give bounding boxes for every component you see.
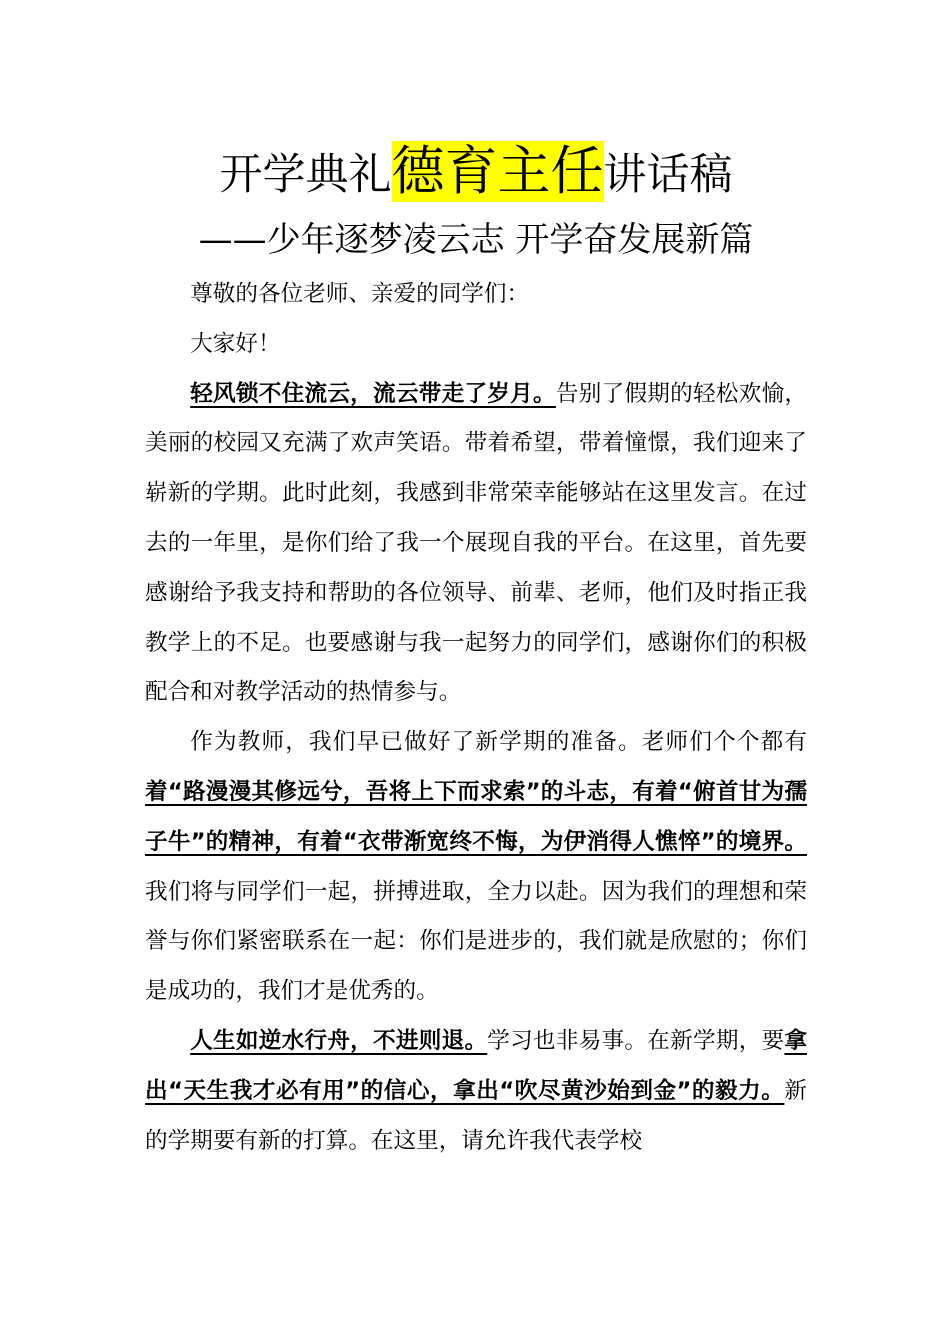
greeting-line: 尊敬的各位老师、亲爱的同学们： bbox=[190, 281, 530, 307]
document-page bbox=[145, 130, 807, 1166]
title-suffix: 讲话稿 bbox=[603, 150, 733, 200]
hello-line: 大家好！ bbox=[190, 330, 281, 357]
paragraph-3-bold-2: 拿出“天生我才必有用”的信心，拿出“吹尽黄沙始到金”的毅力。 bbox=[145, 1027, 807, 1104]
title-prefix: 开学典礼 bbox=[219, 150, 392, 200]
paragraph-3-bold-1: 人生如逆水行舟，不进则退。 bbox=[190, 1027, 488, 1054]
paragraph-1-text: 告别了假期的轻松欢愉，美丽的校园又充满了欢声笑语。带着希望，带着憧憬，我们迎来了崭新的学期。此时此刻，我感到非常荣幸能够站在这里发言。在过去的一年里，是你们给了我一个展现自我的平台。在这里，首先要感谢给予我支持和帮助的各位领导、前辈、老师，他们及时指正我教学上的不足。也要感谢与我一起努力的同学们，感谢你们的积极配合和对教学活动的热情参与。 bbox=[145, 380, 808, 706]
title-highlight: 德育主任 bbox=[391, 141, 604, 202]
paragraph-1-bold: 轻风锁不住流云，流云带走了岁月。 bbox=[190, 380, 556, 407]
paragraph-2-bold: 着“路漫漫其修远兮，吾将上下而求索”的斗志，有着“俯首甘为孺子牛”的精神，有着“衣带渐宽终不悔，为伊消得人憔悴”的境界。 bbox=[145, 778, 807, 855]
page-title bbox=[145, 130, 807, 214]
paragraph-3 bbox=[145, 1017, 807, 1166]
paragraph-3-text-2: 新的学期要有新的打算。在这里，请允许我代表学校 bbox=[145, 1077, 807, 1154]
paragraph-2-text-start: 作为教师，我们早已做好了新学期的准备。老师们个个都有 bbox=[190, 729, 807, 756]
paragraph-1 bbox=[145, 370, 807, 719]
paragraph-2 bbox=[145, 718, 807, 1017]
paragraph-2-text-end: 我们将与同学们一起，拼搏进取，全力以赴。因为我们的理想和荣誉与你们紧密联系在一起：你们是进步的，我们就是欣慰的；你们是成功的，我们才是优秀的。 bbox=[145, 878, 807, 1005]
paragraph-3-text-1: 学习也非易事。在新学期，要 bbox=[487, 1027, 785, 1054]
page-subtitle: ——少年逐梦凌云志 开学奋发展新篇 bbox=[198, 220, 754, 260]
